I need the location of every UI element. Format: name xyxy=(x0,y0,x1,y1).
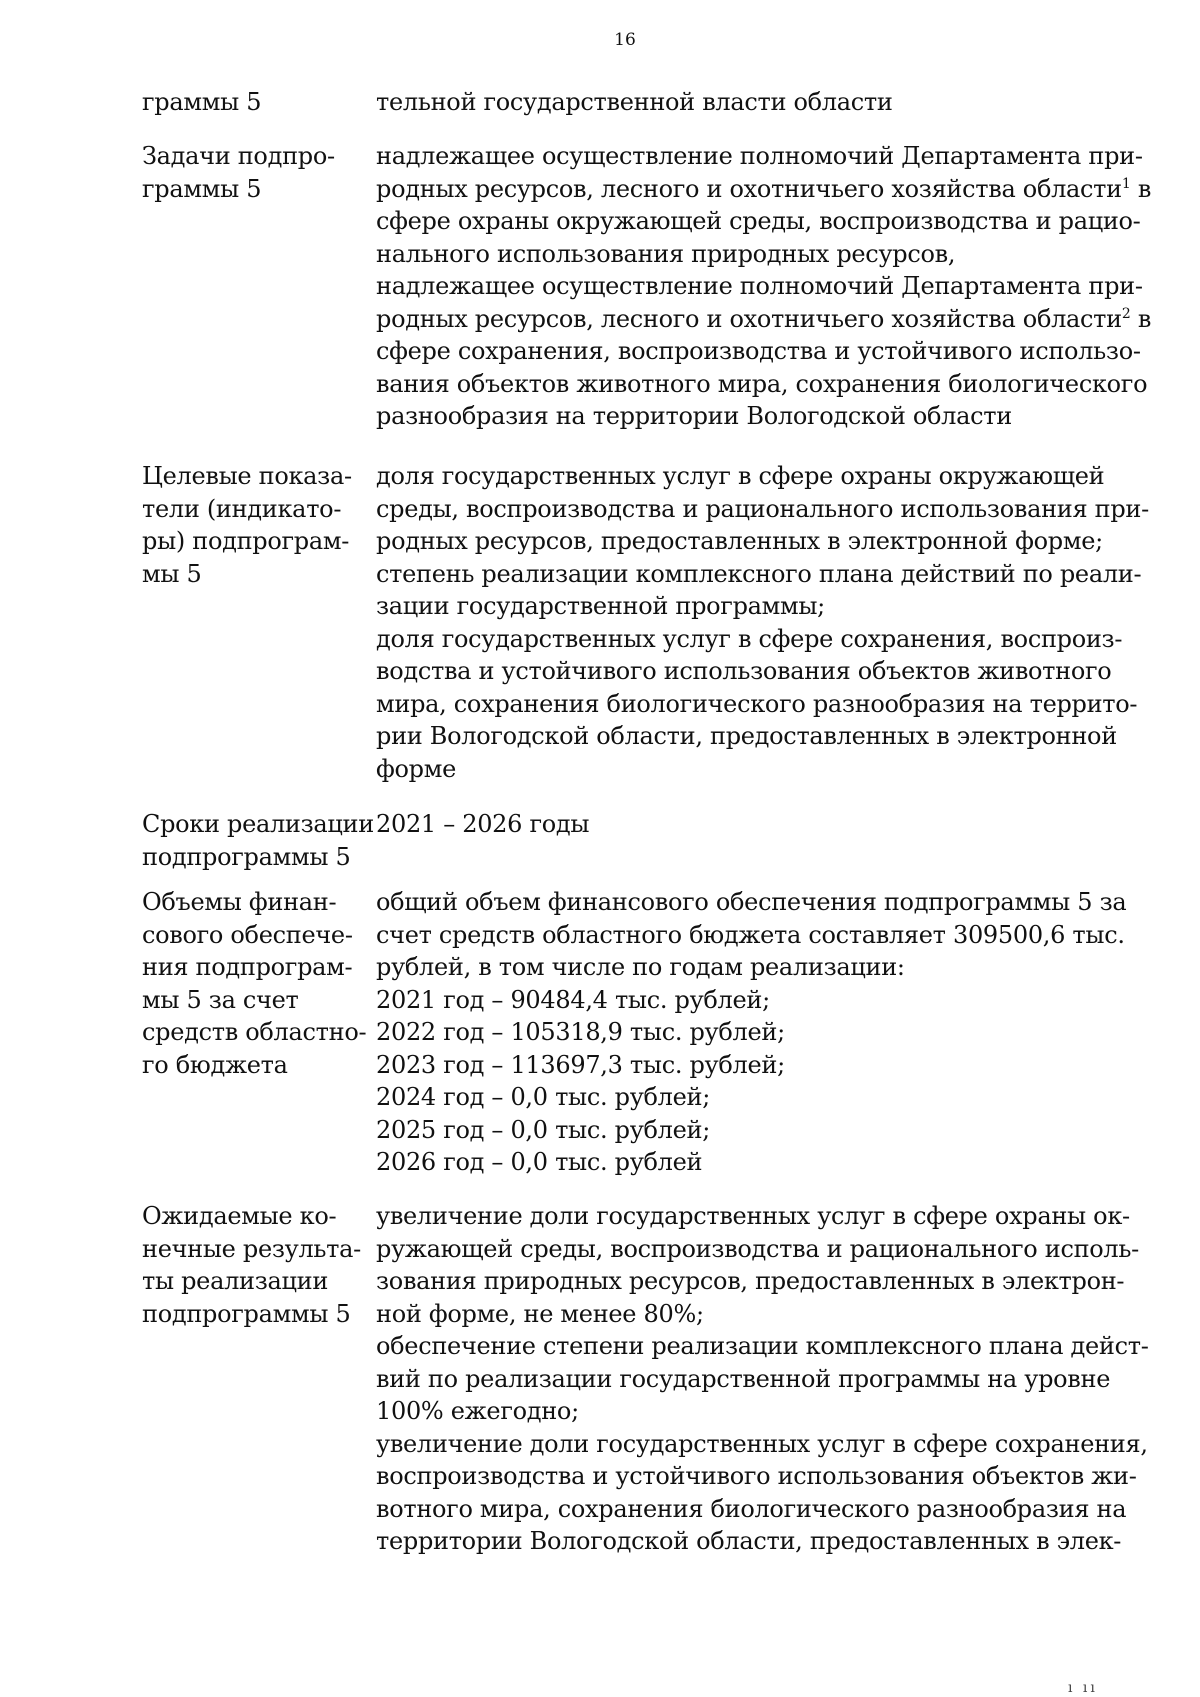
value-line: 2024 год – 0,0 тыс. рублей; xyxy=(376,1083,711,1111)
label-line: средств областно- xyxy=(142,1018,367,1046)
row-value xyxy=(376,86,1136,119)
label-line: Задачи подпро- xyxy=(142,142,335,170)
value-line: 100% ежегодно; xyxy=(376,1397,579,1425)
value-line: рии Вологодской области, предоставленных в электронной xyxy=(376,722,1117,750)
value-line-text: родных ресурсов, лесного и охотничьего хозяйства области xyxy=(376,174,1122,203)
value-line: доля государственных услуг в сфере сохранения, воспроиз- xyxy=(376,624,1123,653)
row-value xyxy=(376,886,1136,1179)
value-line: вий по реализации государственной программы на уровне xyxy=(376,1364,1111,1393)
label-line: ры) подпрограм- xyxy=(142,527,350,555)
value-line: водства и устойчивого использования объектов животного xyxy=(376,657,1112,685)
value-line: сфере охраны окружающей среды, воспроизводства и рацио- xyxy=(376,207,1141,235)
value-line: 2026 год – 0,0 тыс. рублей xyxy=(376,1148,703,1176)
value-line: счет средств областного бюджета составляет 309500,6 тыс. xyxy=(376,920,1125,949)
row-label xyxy=(142,140,372,205)
value-line: форме xyxy=(376,754,456,783)
value-line: увеличение доли государственных услуг в сфере сохранения, xyxy=(376,1429,1148,1458)
value-line-tail: в xyxy=(1137,304,1152,333)
label-line: мы 5 xyxy=(142,559,202,588)
label-line: ты реализации xyxy=(142,1267,329,1295)
row-label xyxy=(142,460,372,590)
value-line: вотного мира, сохранения биологического разнообразия на xyxy=(376,1494,1127,1523)
value-line: степень реализации комплексного плана действий по реали- xyxy=(376,559,1142,588)
value-line-text: родных ресурсов, лесного и охотничьего хозяйства области xyxy=(376,304,1122,333)
footnote-mark: 1 xyxy=(1121,175,1131,192)
value-line: зования природных ресурсов, предоставленных в электрон- xyxy=(376,1267,1125,1295)
value-line: увеличение доли государственных услуг в сфере охраны ок- xyxy=(376,1202,1130,1230)
label-line: Ожидаемые ко- xyxy=(142,1202,337,1230)
row-value xyxy=(376,140,1152,433)
label-line: тели (индикато- xyxy=(142,494,342,523)
value-line: ружающей среды, воспроизводства и рационального исполь- xyxy=(376,1234,1139,1263)
page-number: 16 xyxy=(614,30,636,50)
label-line: сового обеспече- xyxy=(142,920,353,949)
row-value xyxy=(376,460,1149,785)
value-line: сфере сохранения, воспроизводства и устойчивого использо- xyxy=(376,337,1141,365)
label-line: граммы 5 xyxy=(142,174,262,203)
label-line: подпрограммы 5 xyxy=(142,842,351,871)
scan-edge-mark: ı ıı xyxy=(1068,1680,1098,1696)
label-line: го бюджета xyxy=(142,1050,288,1079)
value-line: обеспечение степени реализации комплексного плана дейст- xyxy=(376,1332,1149,1360)
row-value xyxy=(376,1200,1149,1558)
value-line: рублей, в том числе по годам реализации: xyxy=(376,953,905,981)
value-line xyxy=(376,173,1152,206)
value-line: ной форме, не менее 80%; xyxy=(376,1299,704,1328)
footnote-mark: 2 xyxy=(1121,305,1131,322)
value-line: 2021 год – 90484,4 тыс. рублей; xyxy=(376,985,770,1014)
value-line xyxy=(376,303,1152,336)
label-line: мы 5 за счет xyxy=(142,985,299,1014)
value-line: доля государственных услуг в сфере охраны окружающей xyxy=(376,462,1105,490)
label-line: нечные результа- xyxy=(142,1234,361,1263)
label-line: ния подпрограм- xyxy=(142,953,353,981)
value-line: родных ресурсов, предоставленных в электронной форме; xyxy=(376,527,1103,555)
value-line: территории Вологодской области, предоставленных в элек- xyxy=(376,1527,1122,1555)
label-line: Сроки реализации xyxy=(142,810,374,838)
label-line: Объемы финан- xyxy=(142,888,337,916)
row-label xyxy=(142,86,372,119)
value-line: разнообразия на территории Вологодской области xyxy=(376,402,1012,430)
value-line: 2022 год – 105318,9 тыс. рублей; xyxy=(376,1018,785,1046)
row-label xyxy=(142,1200,372,1330)
value-line: вания объектов животного мира, сохранения биологического xyxy=(376,369,1148,398)
label-line: Целевые показа- xyxy=(142,462,352,490)
row-label xyxy=(142,886,372,1081)
value-line: надлежащее осуществление полномочий Департамента при- xyxy=(376,142,1143,170)
value-line: зации государственной программы; xyxy=(376,592,825,620)
value-line: 2023 год – 113697,3 тыс. рублей; xyxy=(376,1050,785,1079)
value-line: 2021 – 2026 годы xyxy=(376,810,590,838)
value-line: надлежащее осуществление полномочий Департамента при- xyxy=(376,272,1143,300)
value-line: 2025 год – 0,0 тыс. рублей; xyxy=(376,1115,711,1144)
value-line: воспроизводства и устойчивого использования объектов жи- xyxy=(376,1462,1137,1490)
value-line-tail: в xyxy=(1137,174,1152,203)
value-line: тельной государственной власти области xyxy=(376,88,893,116)
value-line: мира, сохранения биологического разнообразия на террито- xyxy=(376,689,1138,718)
row-label xyxy=(142,808,372,873)
value-line: среды, воспроизводства и рационального использования при- xyxy=(376,494,1149,523)
label-line: подпрограммы 5 xyxy=(142,1299,351,1328)
value-line: общий объем финансового обеспечения подпрограммы 5 за xyxy=(376,888,1127,916)
value-line: нального использования природных ресурсов, xyxy=(376,239,956,268)
row-value xyxy=(376,808,1136,841)
label-line: граммы 5 xyxy=(142,88,262,116)
